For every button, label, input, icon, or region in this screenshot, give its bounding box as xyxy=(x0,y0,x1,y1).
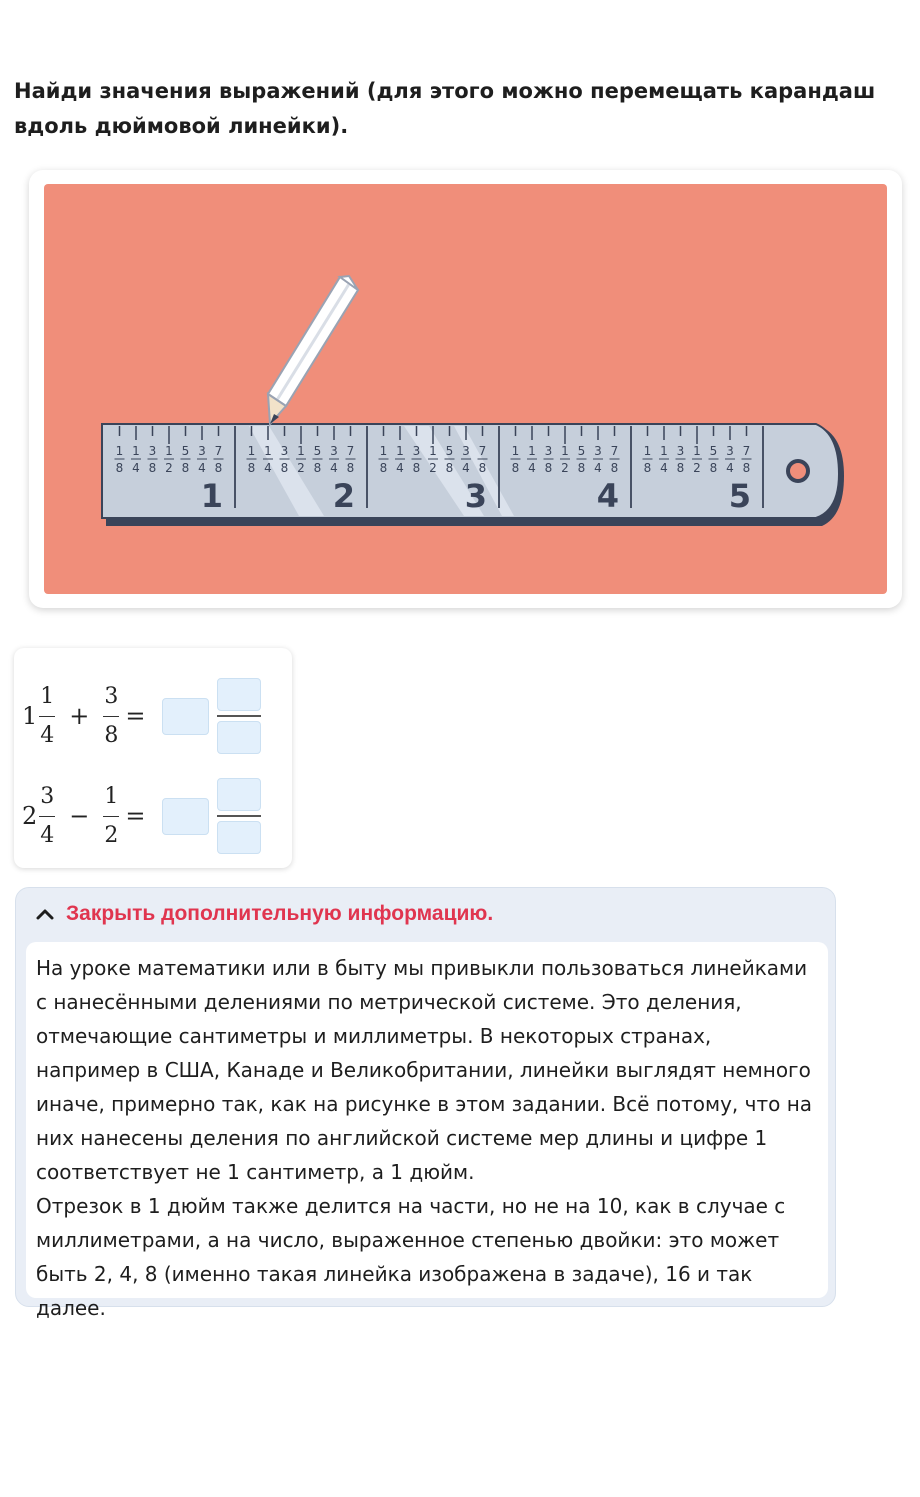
tick-numerator: 7 xyxy=(214,444,223,458)
whole-part: 2 xyxy=(22,802,38,830)
tick-numerator: 1 xyxy=(247,444,256,458)
numerator: 3 xyxy=(104,683,119,709)
tick-numerator: 7 xyxy=(478,444,487,458)
tick-denominator: 8 xyxy=(247,461,256,475)
tick-denominator: 8 xyxy=(544,461,553,475)
tick-numerator: 1 xyxy=(511,444,520,458)
tick-denominator: 8 xyxy=(676,461,685,475)
tick-numerator: 1 xyxy=(396,444,404,458)
tick-numerator: 1 xyxy=(660,444,668,458)
info-body xyxy=(26,942,828,1320)
tick-denominator: 8 xyxy=(610,461,619,475)
tick-denominator: 8 xyxy=(313,461,322,475)
tick-denominator: 8 xyxy=(577,461,586,475)
tick-numerator: 1 xyxy=(561,444,569,458)
tick-numerator: 1 xyxy=(165,444,173,458)
answer-1-whole-input[interactable] xyxy=(162,698,209,735)
tick-denominator: 8 xyxy=(379,461,388,475)
answer-2-whole-input[interactable] xyxy=(162,798,209,835)
tick-numerator: 5 xyxy=(313,444,322,458)
tick-numerator: 1 xyxy=(643,444,652,458)
tick-numerator: 3 xyxy=(462,444,470,458)
tick-denominator: 2 xyxy=(693,461,701,475)
tick-denominator: 8 xyxy=(148,461,157,475)
tick-denominator: 2 xyxy=(297,461,305,475)
answer-2-numerator-input[interactable] xyxy=(217,778,261,811)
answer-1-fraction xyxy=(217,678,261,754)
expression-2 xyxy=(22,776,261,856)
toggle-label: Закрыть дополнительную информацию. xyxy=(66,902,494,925)
answer-2-denominator-input[interactable] xyxy=(217,821,261,854)
plus-operator: + xyxy=(69,702,90,730)
tick-denominator: 8 xyxy=(643,461,652,475)
tick-denominator: 8 xyxy=(742,461,751,475)
tick-denominator: 4 xyxy=(726,461,734,475)
denominator: 8 xyxy=(104,722,119,748)
tick-numerator: 3 xyxy=(676,444,685,458)
tick-denominator: 4 xyxy=(594,461,602,475)
equals-sign: = xyxy=(125,802,146,830)
tick-numerator: 7 xyxy=(346,444,355,458)
numerator: 1 xyxy=(104,783,119,809)
inch-label: 1 xyxy=(200,477,223,515)
expression-1 xyxy=(22,676,261,756)
whole-part: 1 xyxy=(22,702,38,730)
inch-label: 3 xyxy=(464,477,487,515)
tick-numerator: 3 xyxy=(726,444,734,458)
inch-label: 2 xyxy=(332,477,355,515)
tick-denominator: 8 xyxy=(511,461,520,475)
fraction xyxy=(39,685,55,748)
close-info-toggle[interactable] xyxy=(34,902,493,926)
ruler-illustration-card xyxy=(29,170,902,608)
tick-numerator: 7 xyxy=(742,444,751,458)
fraction xyxy=(103,685,119,748)
tick-denominator: 8 xyxy=(445,461,454,475)
numerator: 1 xyxy=(40,683,55,709)
tick-denominator: 8 xyxy=(214,461,223,475)
info-paragraph-1: На уроке математики или в быту мы привыкли пользоваться линейками с нанесёнными делениями по метрической системе. Это деления, отмечающие сантиметры и миллиметры. В некоторых странах, например в США, Канаде и Великобритании, линейки выглядят немного иначе, примерно так, как на рисунке в этом задании. Всё потому, что на них нанесены деления по английской системе мер длины и цифре 1 соответствует не 1 сантиметр, а 1 дюйм. xyxy=(36,956,813,1184)
tick-denominator: 4 xyxy=(396,461,404,475)
tick-denominator: 4 xyxy=(330,461,338,475)
tick-denominator: 8 xyxy=(280,461,289,475)
tick-numerator: 3 xyxy=(198,444,206,458)
ruler-hole xyxy=(788,461,808,481)
tick-denominator: 2 xyxy=(561,461,569,475)
inch-label: 5 xyxy=(728,477,751,515)
pencil[interactable] xyxy=(268,276,358,424)
denominator: 4 xyxy=(40,822,55,848)
expressions-card xyxy=(14,648,292,868)
minus-operator: − xyxy=(69,802,90,830)
tick-denominator: 8 xyxy=(478,461,487,475)
tick-numerator: 3 xyxy=(544,444,553,458)
tick-numerator: 5 xyxy=(577,444,586,458)
answer-1-denominator-input[interactable] xyxy=(217,721,261,754)
tick-numerator: 1 xyxy=(429,444,437,458)
tick-numerator: 3 xyxy=(148,444,157,458)
tick-denominator: 8 xyxy=(181,461,190,475)
tick-numerator: 5 xyxy=(445,444,454,458)
tick-denominator: 8 xyxy=(412,461,421,475)
tick-denominator: 8 xyxy=(709,461,718,475)
tick-denominator: 2 xyxy=(165,461,173,475)
tick-denominator: 4 xyxy=(528,461,536,475)
chevron-up-icon xyxy=(34,904,56,924)
tick-denominator: 2 xyxy=(429,461,437,475)
tick-numerator: 1 xyxy=(379,444,388,458)
tick-denominator: 4 xyxy=(198,461,206,475)
tick-numerator: 1 xyxy=(297,444,305,458)
answer-1-numerator-input[interactable] xyxy=(217,678,261,711)
tick-numerator: 1 xyxy=(132,444,140,458)
additional-info-panel xyxy=(15,887,836,1320)
info-paragraph-2: Отрезок в 1 дюйм также делится на части, но не на 10, как в случае с миллиметрами, а на число, выраженное степенью двойки: это может быть 2, 4, 8 (именно такая линейка изображена в задаче), 16 и так далее. xyxy=(36,1194,786,1320)
numerator: 3 xyxy=(40,783,55,809)
tick-numerator: 3 xyxy=(412,444,421,458)
tick-numerator: 5 xyxy=(181,444,190,458)
denominator: 4 xyxy=(40,722,55,748)
ruler-svg xyxy=(44,184,887,594)
tick-numerator: 3 xyxy=(594,444,602,458)
task-title: Найди значения выражений (для этого можно перемещать карандаш вдоль дюймовой линейки). xyxy=(14,79,876,138)
tick-denominator: 8 xyxy=(346,461,355,475)
fraction xyxy=(39,785,55,848)
tick-denominator: 4 xyxy=(660,461,668,475)
answer-2-fraction xyxy=(217,778,261,854)
tick-denominator: 4 xyxy=(132,461,140,475)
tick-numerator: 1 xyxy=(528,444,536,458)
inch-label: 4 xyxy=(596,477,619,515)
tick-denominator: 4 xyxy=(462,461,470,475)
tick-denominator: 8 xyxy=(115,461,124,475)
denominator: 2 xyxy=(104,822,119,848)
tick-numerator: 1 xyxy=(115,444,124,458)
fraction xyxy=(103,785,119,848)
tick-numerator: 5 xyxy=(709,444,718,458)
tick-numerator: 3 xyxy=(280,444,289,458)
tick-numerator: 7 xyxy=(610,444,619,458)
tick-numerator: 1 xyxy=(693,444,701,458)
tick-denominator: 4 xyxy=(264,461,272,475)
tick-numerator: 3 xyxy=(330,444,338,458)
equals-sign: = xyxy=(125,702,146,730)
tick-numerator: 1 xyxy=(264,444,272,458)
ruler-illustration xyxy=(44,184,887,594)
